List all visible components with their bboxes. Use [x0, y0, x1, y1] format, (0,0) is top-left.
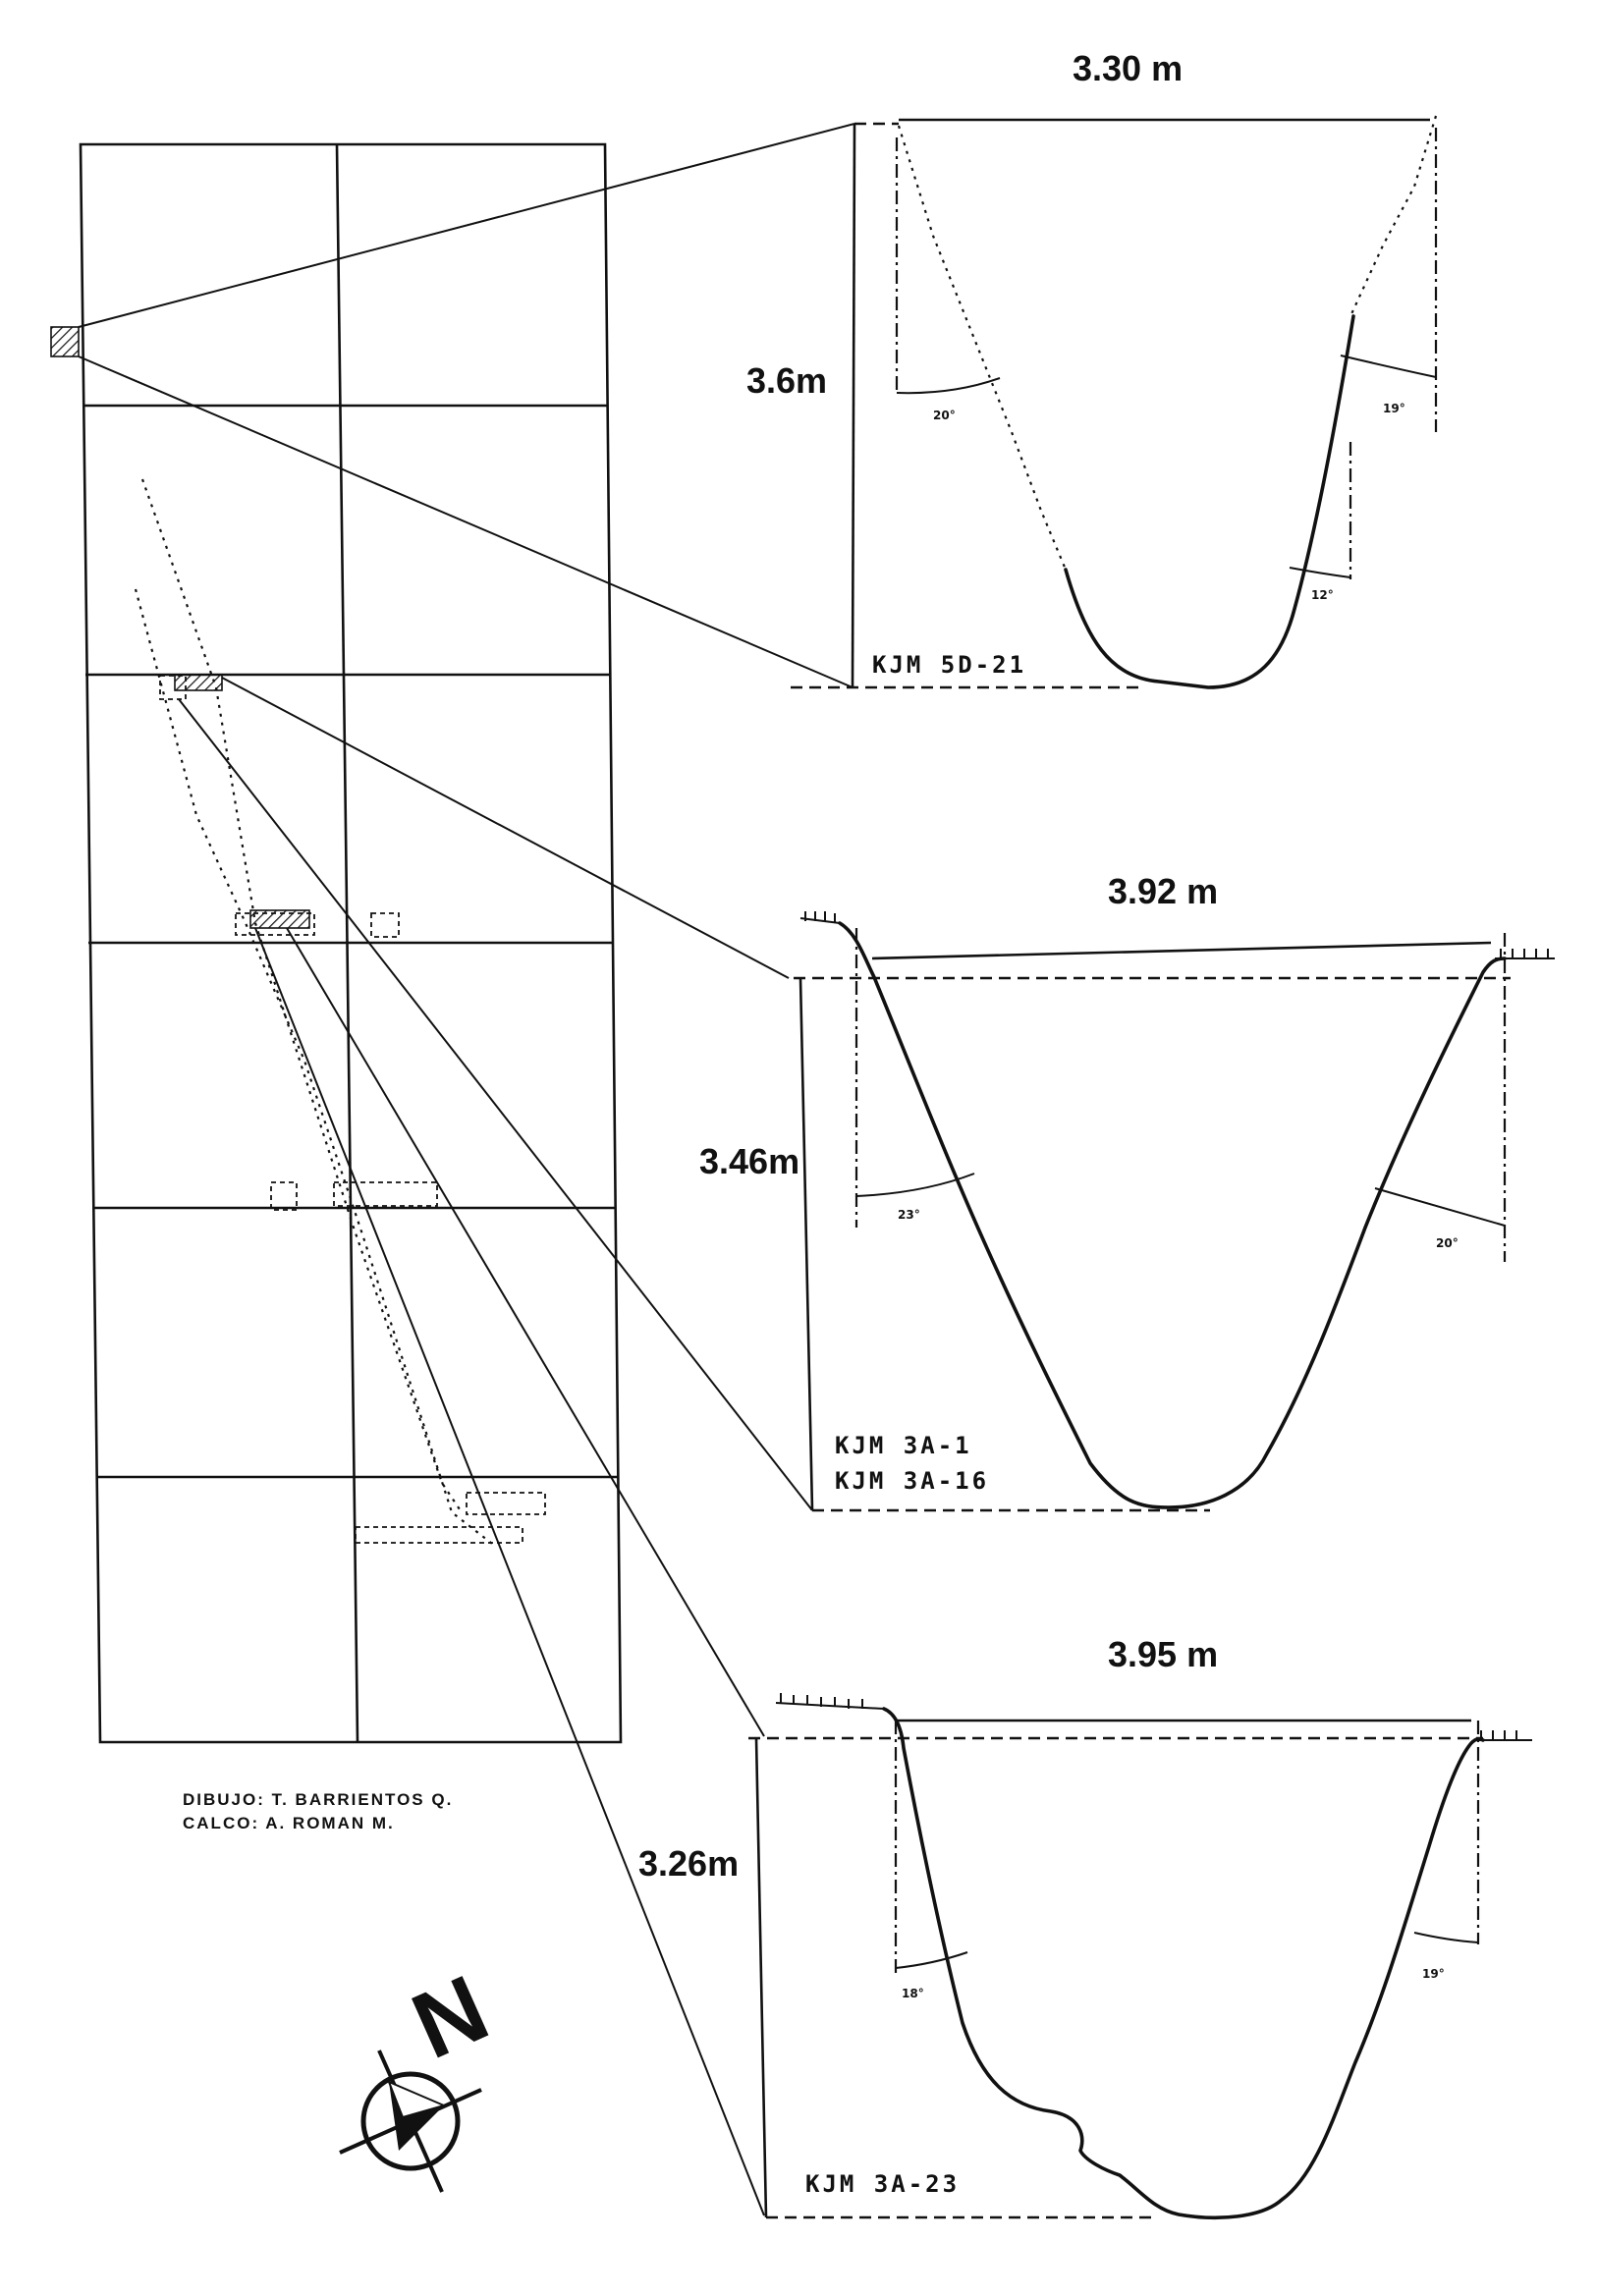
- reconstructed-wall: [1350, 116, 1436, 316]
- depth-scale-line: [853, 124, 854, 687]
- width-dimension-label: 3.95 m: [1108, 1634, 1219, 1674]
- section-profile-kjm-3a-23: [638, 1634, 1532, 2217]
- section-location-marker: [175, 675, 222, 690]
- angle-label: 19°: [1383, 402, 1405, 415]
- excavation-unit-outline: [271, 1182, 297, 1210]
- section-code-label: KJM 3A-16: [835, 1467, 990, 1495]
- ground-surface: [800, 911, 840, 923]
- angle-arc: [896, 1952, 967, 1968]
- angle-label: 23°: [898, 1208, 920, 1222]
- width-dimension-label: 3.92 m: [1108, 871, 1219, 911]
- angle-label: 20°: [1436, 1236, 1459, 1250]
- depth-dimension-label: 3.46m: [699, 1141, 800, 1181]
- north-arrow-icon: [340, 1955, 503, 2192]
- angle-arc: [1341, 355, 1436, 377]
- angle-label: 19°: [1422, 1967, 1445, 1981]
- angle-arc: [1375, 1188, 1505, 1226]
- angle-arc: [1290, 568, 1350, 577]
- leader-line: [179, 699, 812, 1510]
- depth-scale-line: [756, 1738, 766, 2217]
- leader-line: [222, 678, 789, 978]
- credits-block: [183, 1790, 453, 1832]
- section-code-label: KJM 3A-23: [805, 2170, 961, 2198]
- section-location-marker: [51, 327, 79, 356]
- depth-scale-line: [800, 978, 812, 1510]
- section-profile-line: [840, 923, 1505, 1507]
- ground-surface: [776, 1693, 884, 1709]
- section-profile-kjm-3a-1: [699, 871, 1555, 1510]
- section-location-marker: [250, 910, 309, 928]
- angle-arc: [1414, 1933, 1478, 1942]
- leader-line: [79, 124, 854, 327]
- excavation-unit-outline: [371, 913, 399, 937]
- leader-line: [287, 928, 764, 1736]
- depth-dimension-label: 3.6m: [746, 360, 828, 401]
- width-scale-line: [872, 943, 1491, 958]
- drawing-credit: DIBUJO: T. BARRIENTOS Q.: [183, 1790, 454, 1809]
- north-label: N: [398, 1955, 503, 2080]
- site-plan: [51, 144, 621, 1742]
- section-code-label: KJM 5D-21: [872, 651, 1027, 679]
- leader-line: [255, 928, 764, 2215]
- reconstructed-wall: [899, 126, 1066, 570]
- angle-label: 12°: [1311, 588, 1334, 602]
- angle-label: 18°: [902, 1987, 924, 2000]
- excavation-unit-outline: [467, 1493, 545, 1514]
- section-profile-kjm-5d-21: [746, 48, 1436, 687]
- section-code-label: KJM 3A-1: [835, 1432, 972, 1459]
- angle-arc: [897, 378, 1000, 393]
- width-dimension-label: 3.30 m: [1073, 48, 1184, 88]
- section-profile-line: [884, 1709, 1483, 2217]
- channel-trace: [136, 589, 496, 1547]
- angle-label: 20°: [933, 409, 956, 422]
- channel-trace: [142, 479, 462, 1512]
- depth-dimension-label: 3.26m: [638, 1843, 740, 1884]
- section-profile-line: [1066, 316, 1353, 687]
- tracing-credit: CALCO: A. ROMAN M.: [183, 1814, 395, 1832]
